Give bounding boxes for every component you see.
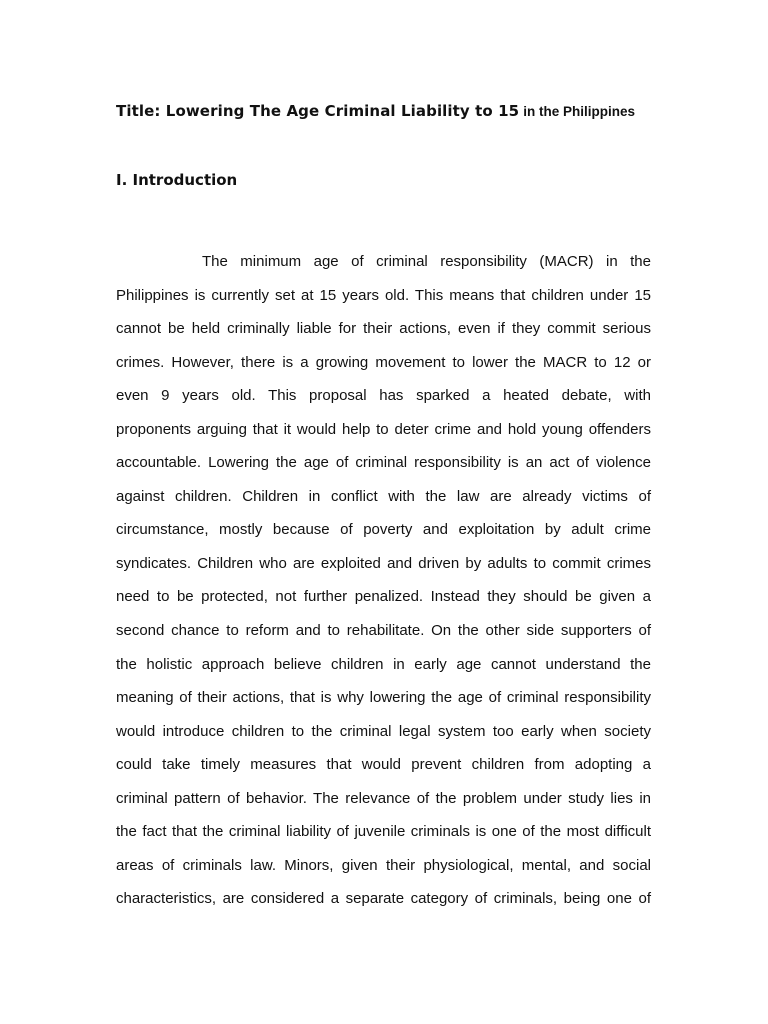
paragraph-line: proponents arguing that it would help to deter crime and hold young offenders [116,420,651,438]
paragraph-line: need to be protected, not further penalized. Instead they should be given a [116,588,651,606]
paragraph-line: could take timely measures that would prevent children from adopting a [116,756,651,774]
paragraph-line: even 9 years old. This proposal has sparked a heated debate, with [116,387,651,405]
paragraph-line: against children. Children in conflict with the law are already victims of [116,487,651,505]
document-title [116,102,635,121]
paragraph-line: areas of criminals law. Minors, given their physiological, mental, and social [116,856,651,874]
body-paragraph [116,251,651,922]
paragraph-line: characteristics, are considered a separate category of criminals, being one of [116,890,651,908]
paragraph-line: second chance to reform and to rehabilitate. On the other side supporters of [116,622,651,640]
paragraph-line: the fact that the criminal liability of juvenile criminals is one of the most difficult [116,823,651,841]
paragraph-line: accountable. Lowering the age of criminal responsibility is an act of violence [116,454,651,472]
paragraph-line: circumstance, mostly because of poverty and exploitation by adult crime [116,521,651,539]
paragraph-line: criminal pattern of behavior. The relevance of the problem under study lies in [116,789,651,807]
paragraph-line: meaning of their actions, that is why lowering the age of criminal responsibility [116,689,651,707]
paragraph-line: syndicates. Children who are exploited and driven by adults to commit crimes [116,554,651,572]
paragraph-line: crimes. However, there is a growing movement to lower the MACR to 12 or [116,353,651,371]
paragraph-line: Philippines is currently set at 15 years old. This means that children under 15 [116,286,651,304]
document-title-main: Title: Lowering The Age Criminal Liability to 15 [116,102,520,120]
paragraph-line: the holistic approach believe children in early age cannot understand the [116,655,651,673]
section-heading-introduction: I. Introduction [116,171,238,189]
document-title-tail: in the Philippines [523,104,635,119]
paragraph-line: would introduce children to the criminal legal system too early when society [116,722,651,740]
paragraph-line: The minimum age of criminal responsibility (MACR) in the [202,253,651,270]
paragraph-line: cannot be held criminally liable for their actions, even if they commit serious [116,320,651,338]
